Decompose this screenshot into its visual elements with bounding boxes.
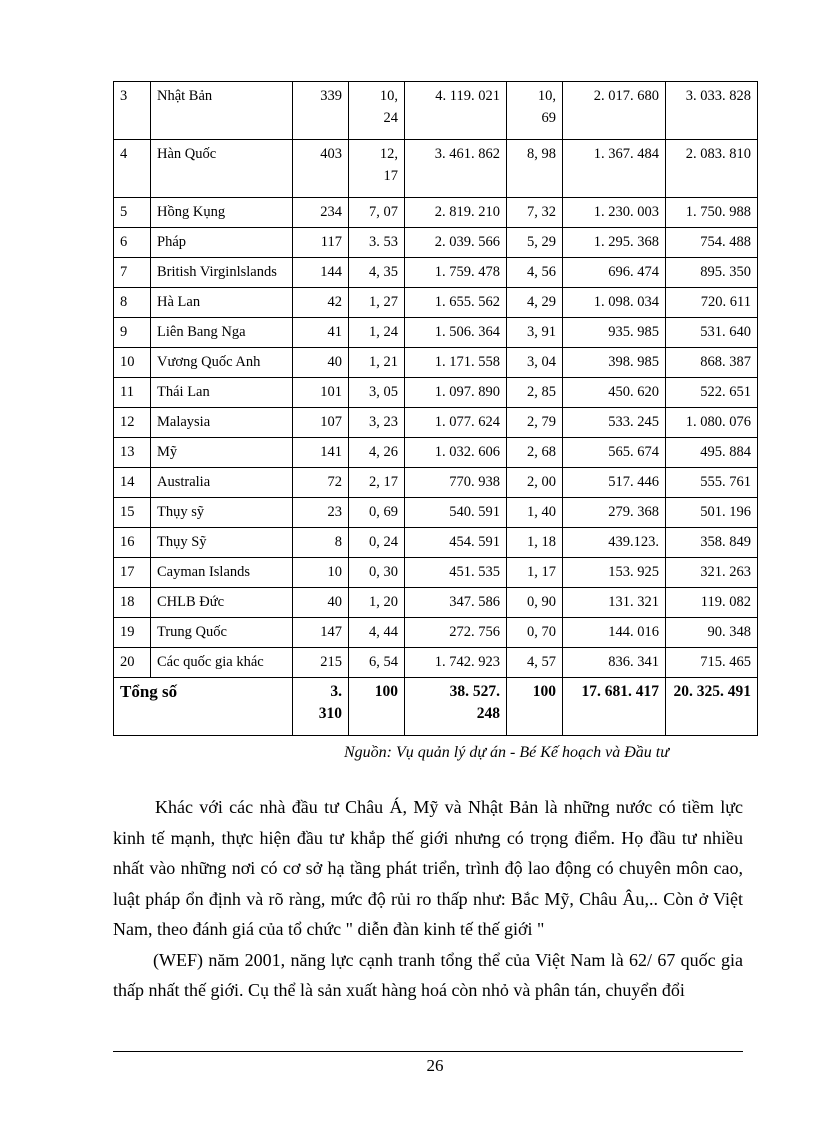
country-cell: Pháp: [151, 228, 293, 258]
table-row: [114, 378, 758, 408]
rank-cell: 8: [114, 288, 151, 318]
registered-capital-cell: 2. 819. 210: [405, 198, 507, 228]
implemented-capital-cell: 501. 196: [666, 498, 758, 528]
rank-cell: 19: [114, 618, 151, 648]
country-cell: Vương Quốc Anh: [151, 348, 293, 378]
capital-share-cell: 8, 98: [507, 140, 563, 198]
project-count-cell: 10: [293, 558, 349, 588]
country-cell: Hàn Quốc: [151, 140, 293, 198]
project-share-cell: 4, 35: [349, 258, 405, 288]
project-share-cell: 12, 17: [349, 140, 405, 198]
implemented-capital-cell: 754. 488: [666, 228, 758, 258]
capital-share-cell: 0, 90: [507, 588, 563, 618]
paragraph: (WEF) năm 2001, năng lực cạnh tranh tổng thể của Việt Nam là 62/ 67 quốc gia thấp nhất thế giới. Cụ thể là sản xuất hàng hoá còn nhỏ và phân tán, chuyển đổi: [113, 949, 743, 1000]
project-count-cell: 72: [293, 468, 349, 498]
capital-share-cell: 2, 85: [507, 378, 563, 408]
registered-capital-cell: 540. 591: [405, 498, 507, 528]
legal-capital-cell: 533. 245: [563, 408, 666, 438]
legal-capital-cell: 439.123.: [563, 528, 666, 558]
total-capital-share: 100: [507, 678, 563, 736]
implemented-capital-cell: 358. 849: [666, 528, 758, 558]
legal-capital-cell: 517. 446: [563, 468, 666, 498]
registered-capital-cell: 1. 759. 478: [405, 258, 507, 288]
legal-capital-cell: 153. 925: [563, 558, 666, 588]
project-share-cell: 4, 44: [349, 618, 405, 648]
project-share-cell: 4, 26: [349, 438, 405, 468]
country-cell: Nhật Bản: [151, 82, 293, 140]
total-project-count: 3. 310: [293, 678, 349, 736]
project-share-cell: 3, 05: [349, 378, 405, 408]
implemented-capital-cell: 715. 465: [666, 648, 758, 678]
project-share-cell: 3, 23: [349, 408, 405, 438]
registered-capital-cell: 1. 097. 890: [405, 378, 507, 408]
table-row: [114, 228, 758, 258]
legal-capital-cell: 1. 367. 484: [563, 140, 666, 198]
project-count-cell: 42: [293, 288, 349, 318]
total-label: Tổng số: [114, 678, 293, 736]
capital-share-cell: 2, 79: [507, 408, 563, 438]
registered-capital-cell: 1. 077. 624: [405, 408, 507, 438]
project-share-cell: 2, 17: [349, 468, 405, 498]
implemented-capital-cell: 321. 263: [666, 558, 758, 588]
implemented-capital-cell: 868. 387: [666, 348, 758, 378]
table-row: [114, 198, 758, 228]
total-implemented-capital: 20. 325. 491: [666, 678, 758, 736]
registered-capital-cell: 4. 119. 021: [405, 82, 507, 140]
registered-capital-cell: 1. 506. 364: [405, 318, 507, 348]
registered-capital-cell: 1. 742. 923: [405, 648, 507, 678]
project-count-cell: 101: [293, 378, 349, 408]
project-count-cell: 147: [293, 618, 349, 648]
project-share-cell: 3. 53: [349, 228, 405, 258]
project-share-cell: 0, 69: [349, 498, 405, 528]
project-count-cell: 215: [293, 648, 349, 678]
registered-capital-cell: 2. 039. 566: [405, 228, 507, 258]
registered-capital-cell: 770. 938: [405, 468, 507, 498]
legal-capital-cell: 565. 674: [563, 438, 666, 468]
total-project-share: 100: [349, 678, 405, 736]
registered-capital-cell: 451. 535: [405, 558, 507, 588]
project-count-cell: 8: [293, 528, 349, 558]
rank-cell: 12: [114, 408, 151, 438]
legal-capital-cell: 279. 368: [563, 498, 666, 528]
rank-cell: 4: [114, 140, 151, 198]
country-cell: Thái Lan: [151, 378, 293, 408]
legal-capital-cell: 2. 017. 680: [563, 82, 666, 140]
capital-share-cell: 4, 56: [507, 258, 563, 288]
table-row: [114, 558, 758, 588]
project-count-cell: 40: [293, 348, 349, 378]
project-count-cell: 107: [293, 408, 349, 438]
rank-cell: 13: [114, 438, 151, 468]
legal-capital-cell: 1. 098. 034: [563, 288, 666, 318]
registered-capital-cell: 454. 591: [405, 528, 507, 558]
legal-capital-cell: 1. 295. 368: [563, 228, 666, 258]
legal-capital-cell: 696. 474: [563, 258, 666, 288]
total-registered-capital: 38. 527. 248: [405, 678, 507, 736]
table-row: [114, 528, 758, 558]
table-row: [114, 648, 758, 678]
page-number: 26: [426, 1056, 444, 1075]
capital-share-cell: 4, 29: [507, 288, 563, 318]
legal-capital-cell: 131. 321: [563, 588, 666, 618]
rank-cell: 17: [114, 558, 151, 588]
rank-cell: 7: [114, 258, 151, 288]
table-row: [114, 288, 758, 318]
rank-cell: 18: [114, 588, 151, 618]
registered-capital-cell: 347. 586: [405, 588, 507, 618]
capital-share-cell: 10, 69: [507, 82, 563, 140]
fdi-by-country-table: [113, 81, 758, 736]
legal-capital-cell: 1. 230. 003: [563, 198, 666, 228]
implemented-capital-cell: 90. 348: [666, 618, 758, 648]
capital-share-cell: 2, 68: [507, 438, 563, 468]
table-body: [114, 82, 758, 736]
rank-cell: 11: [114, 378, 151, 408]
project-count-cell: 403: [293, 140, 349, 198]
implemented-capital-cell: 1. 080. 076: [666, 408, 758, 438]
country-cell: Mỹ: [151, 438, 293, 468]
table-row: [114, 588, 758, 618]
country-cell: Malaysia: [151, 408, 293, 438]
implemented-capital-cell: 895. 350: [666, 258, 758, 288]
table-row: [114, 438, 758, 468]
capital-share-cell: 1, 18: [507, 528, 563, 558]
rank-cell: 6: [114, 228, 151, 258]
registered-capital-cell: 272. 756: [405, 618, 507, 648]
legal-capital-cell: 398. 985: [563, 348, 666, 378]
country-cell: Cayman Islands: [151, 558, 293, 588]
table-row: [114, 468, 758, 498]
legal-capital-cell: 450. 620: [563, 378, 666, 408]
implemented-capital-cell: 531. 640: [666, 318, 758, 348]
implemented-capital-cell: 3. 033. 828: [666, 82, 758, 140]
implemented-capital-cell: 2. 083. 810: [666, 140, 758, 198]
table-source-note: Nguồn: Vụ quản lý dự án - Bé Kế hoạch và Đầu tư: [344, 744, 669, 761]
rank-cell: 15: [114, 498, 151, 528]
rank-cell: 9: [114, 318, 151, 348]
registered-capital-cell: 3. 461. 862: [405, 140, 507, 198]
implemented-capital-cell: 495. 884: [666, 438, 758, 468]
table-row: [114, 258, 758, 288]
table-row: [114, 408, 758, 438]
paragraph: Khác với các nhà đầu tư Châu Á, Mỹ và Nhật Bản là những nước có tiềm lực kinh tế mạnh, thực hiện đầu tư khắp thế giới nhưng có trọng điểm. Họ đầu tư nhiều nhất vào những nơi có cơ sở hạ tầng phát triển, trình độ lao động có chuyên môn cao, luật pháp ổn định và rõ ràng, mức độ rủi ro thấp như: Bắc Mỹ, Châu Âu,.. Còn ở Việt Nam, theo đánh giá của tổ chức " diễn đàn kinh tế thế giới ": [113, 797, 743, 939]
table-row: [114, 348, 758, 378]
capital-share-cell: 7, 32: [507, 198, 563, 228]
registered-capital-cell: 1. 171. 558: [405, 348, 507, 378]
implemented-capital-cell: 522. 651: [666, 378, 758, 408]
rank-cell: 14: [114, 468, 151, 498]
country-cell: Hà Lan: [151, 288, 293, 318]
rank-cell: 16: [114, 528, 151, 558]
project-share-cell: 10, 24: [349, 82, 405, 140]
capital-share-cell: 3, 04: [507, 348, 563, 378]
implemented-capital-cell: 720. 611: [666, 288, 758, 318]
project-count-cell: 339: [293, 82, 349, 140]
project-share-cell: 1, 24: [349, 318, 405, 348]
rank-cell: 20: [114, 648, 151, 678]
country-cell: Hồng Kụng: [151, 198, 293, 228]
rank-cell: 3: [114, 82, 151, 140]
country-cell: Thụy sỹ: [151, 498, 293, 528]
project-share-cell: 0, 30: [349, 558, 405, 588]
implemented-capital-cell: 1. 750. 988: [666, 198, 758, 228]
project-share-cell: 1, 27: [349, 288, 405, 318]
capital-share-cell: 1, 40: [507, 498, 563, 528]
legal-capital-cell: 144. 016: [563, 618, 666, 648]
implemented-capital-cell: 119. 082: [666, 588, 758, 618]
total-row: [114, 678, 758, 736]
project-count-cell: 117: [293, 228, 349, 258]
project-count-cell: 23: [293, 498, 349, 528]
legal-capital-cell: 836. 341: [563, 648, 666, 678]
capital-share-cell: 2, 00: [507, 468, 563, 498]
country-cell: CHLB Đức: [151, 588, 293, 618]
table-row: [114, 140, 758, 198]
rank-cell: 5: [114, 198, 151, 228]
table-row: [114, 318, 758, 348]
capital-share-cell: 4, 57: [507, 648, 563, 678]
project-share-cell: 1, 20: [349, 588, 405, 618]
project-share-cell: 7, 07: [349, 198, 405, 228]
project-count-cell: 144: [293, 258, 349, 288]
table-row: [114, 498, 758, 528]
project-count-cell: 141: [293, 438, 349, 468]
project-count-cell: 234: [293, 198, 349, 228]
registered-capital-cell: 1. 655. 562: [405, 288, 507, 318]
project-count-cell: 40: [293, 588, 349, 618]
capital-share-cell: 1, 17: [507, 558, 563, 588]
project-share-cell: 6, 54: [349, 648, 405, 678]
capital-share-cell: 5, 29: [507, 228, 563, 258]
country-cell: Thụy Sỹ: [151, 528, 293, 558]
project-share-cell: 1, 21: [349, 348, 405, 378]
registered-capital-cell: 1. 032. 606: [405, 438, 507, 468]
country-cell: Australia: [151, 468, 293, 498]
country-cell: Trung Quốc: [151, 618, 293, 648]
capital-share-cell: 0, 70: [507, 618, 563, 648]
country-cell: Liên Bang Nga: [151, 318, 293, 348]
country-cell: Các quốc gia khác: [151, 648, 293, 678]
body-text: [113, 792, 743, 1006]
table-row: [114, 82, 758, 140]
legal-capital-cell: 935. 985: [563, 318, 666, 348]
country-cell: British Virginlslands: [151, 258, 293, 288]
implemented-capital-cell: 555. 761: [666, 468, 758, 498]
rank-cell: 10: [114, 348, 151, 378]
total-legal-capital: 17. 681. 417: [563, 678, 666, 736]
project-count-cell: 41: [293, 318, 349, 348]
capital-share-cell: 3, 91: [507, 318, 563, 348]
footer-rule: [113, 1051, 743, 1052]
table-row: [114, 618, 758, 648]
project-share-cell: 0, 24: [349, 528, 405, 558]
